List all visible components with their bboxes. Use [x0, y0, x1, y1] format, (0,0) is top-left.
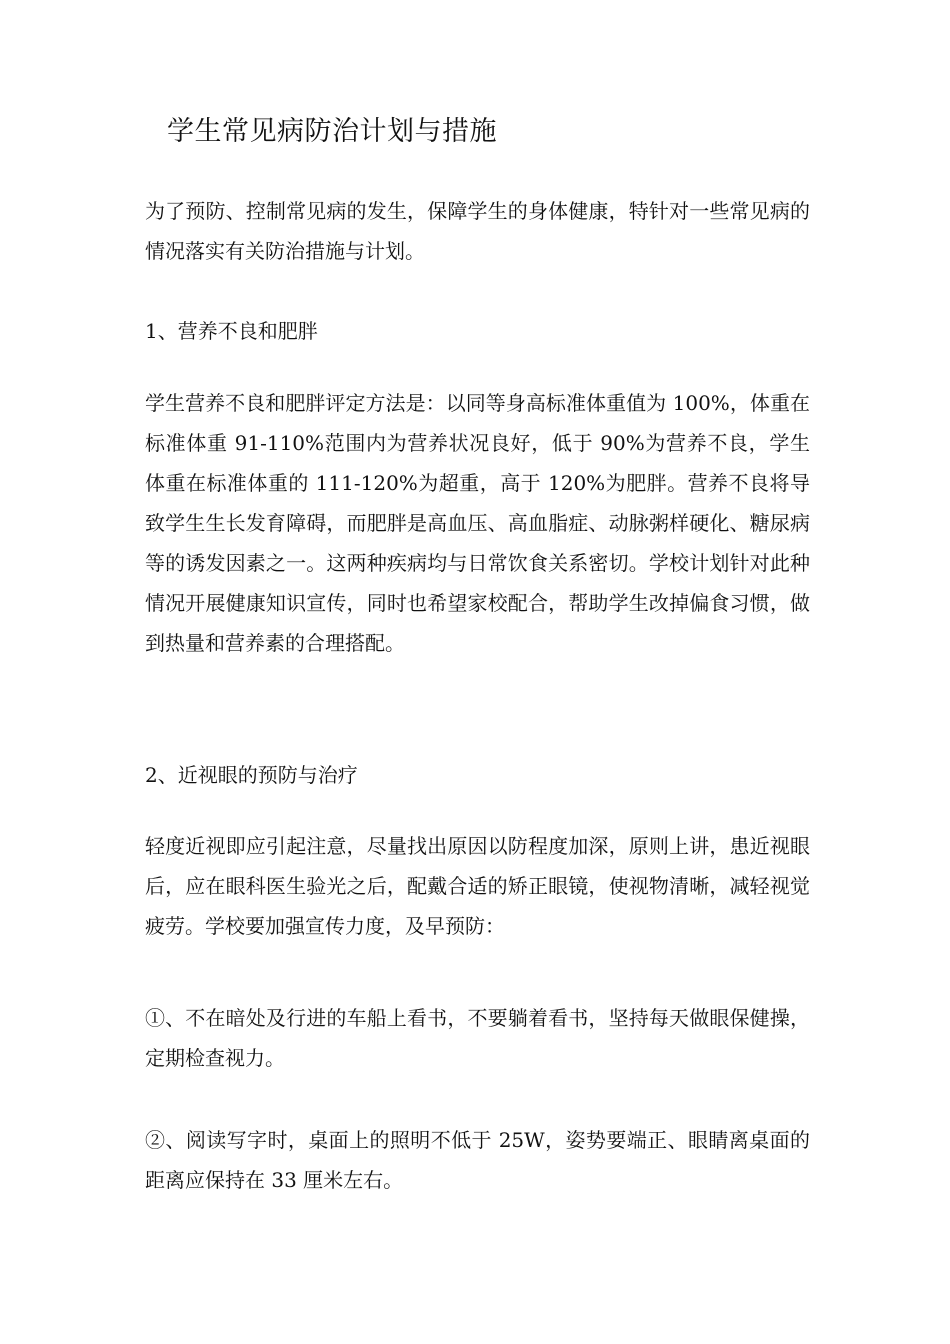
section-1-paragraph: 学生营养不良和肥胖评定方法是：以同等身高标准体重值为 100%，体重在标准体重 91-110%范围内为营养状况良好，低于 90%为营养不良，学生体重在标准体重的 111-120%为超重，高于 120%为肥胖。营养不良将导致学生生长发育障碍，而肥胖是高血压、高血脂症、动脉粥样硬化、糖尿病等的诱发因素之一。这两种疾病均与日常饮食关系密切。学校计划针对此种情况开展健康知识宣传，同时也希望家校配合，帮助学生改掉偏食习惯，做到热量和营养素的合理搭配。 — [145, 391, 810, 655]
section-1-heading: 1、营养不良和肥胖 — [145, 319, 318, 343]
section-2-paragraph: 轻度近视即应引起注意，尽量找出原因以防程度加深，原则上讲，患近视眼后，应在眼科医生验光之后，配戴合适的矫正眼镜，使视物清晰，减轻视觉疲劳。学校要加强宣传力度，及早预防： — [145, 834, 810, 938]
intro-paragraph: 为了预防、控制常见病的发生，保障学生的身体健康，特针对一些常见病的情况落实有关防治措施与计划。 — [145, 199, 810, 263]
section-2-list-item-1: ①、不在暗处及行进的车船上看书，不要躺着看书，坚持每天做眼保健操，定期检查视力。 — [145, 1006, 810, 1070]
section-2-heading: 2、近视眼的预防与治疗 — [145, 763, 358, 787]
section-2-list-item-2: ②、阅读写字时，桌面上的照明不低于 25W，姿势要端正、眼睛离桌面的距离应保持在 33 厘米左右。 — [145, 1128, 810, 1192]
document-title: 学生常见病防治计划与措施 — [167, 116, 497, 147]
